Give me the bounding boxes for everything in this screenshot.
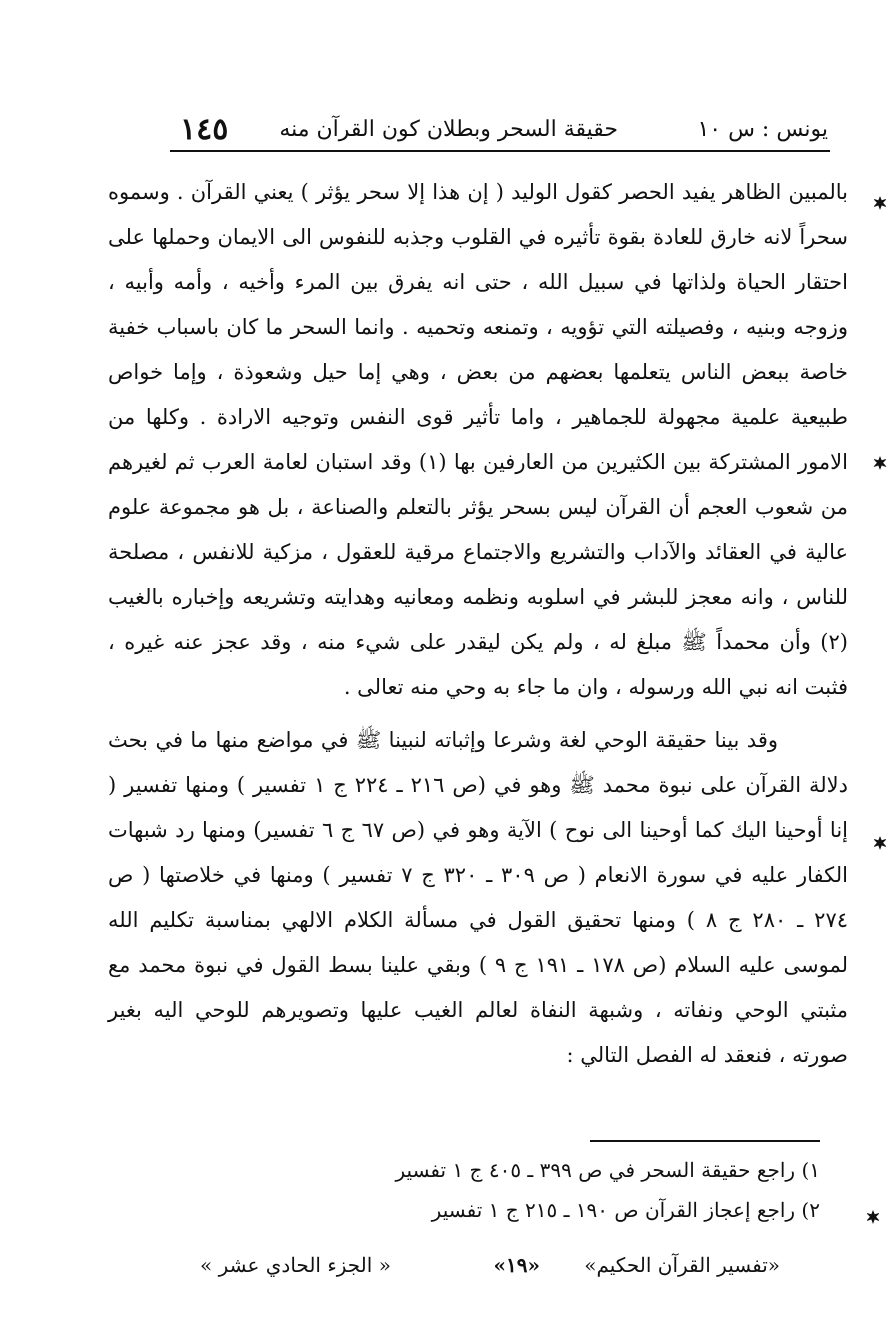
footer-book-title: «تفسير القرآن الحكيم» bbox=[584, 1253, 780, 1277]
header-divider bbox=[170, 150, 830, 152]
footnotes bbox=[330, 1150, 820, 1230]
body-paragraph-2: وقد بينا حقيقة الوحي لغة وشرعا وإثباته لنبينا ﷺ في مواضع منها ما في بحث دلالة القرآن على نبوة محمد ﷺ وهو في (ص ٢١٦ ـ ٢٢٤ ج ١ تفسير ) ومنها تفسير ( إنا أوحينا اليك كما أوحينا الى نوح ) الآية وهو في (ص ٦٧ ج ٦ تفسير) ومنها رد شبهات الكفار عليه في سورة الانعام ( ص ٣٠٩ ـ ٣٢٠ ج ٧ تفسير ) ومنها في خلاصتها ( ص ٢٧٤ ـ ٢٨٠ ج ٨ ) ومنها تحقيق القول في مسألة الكلام الالهي بمناسبة تكليم الله لموسى عليه السلام (ص ١٧٨ ـ ١٩١ ج ٩ ) وبقي علينا بسط القول في نبوة محمد مع مثبتي الوحي ونفاته ، وشبهة النفاة لعالم الغيب عليها وتصويرهم للوحي اليه بغير صورته ، فنعقد له الفصل التالي : bbox=[108, 728, 849, 1067]
body-paragraph-1: بالمبين الظاهر يفيد الحصر كقول الوليد ( إن هذا إلا سحر يؤثر ) يعني القرآن . وسموه سحراً لانه خارق للعادة بقوة تأثيره في القلوب وجذبه للنفوس الى الايمان وحملها على احتقار الحياة ولذاتها في سبيل الله ، حتى انه يفرق بين المرء وأخيه ، وأمه وأبيه ، وزوجه وبنيه ، وفصيلته التي تؤويه ، وتمنعه وتحميه . وانما السحر ما كان باسباب خفية خاصة ببعض الناس يتعلمها بعضهم من بعض ، وهي إما حيل وشعوذة ، وإما خواص طبيعية علمية مجهولة للجماهير ، واما تأثير قوى النفس وتوجيه الارادة . وكلها من الامور المشتركة بين الكثيرين من العارفين بها (١) وقد استبان لعامة العرب ثم لغيرهم من شعوب العجم أن القرآن ليس بسحر يؤثر بالتعلم والصناعة ، بل هو مجموعة علوم عالية في العقائد والآداب والتشريع والاجتماع مرقية للعقول ، مزكية للانفس ، مصلحة للناس ، وانه معجز للبشر في اسلوبه ونظمه ومعانيه وهدايته وتشريعه وإخباره بالغيب (٢) وأن محمداً ﷺ مبلغ له ، ولم يكن ليقدر على شيء منه ، وقد عجز عنه غيره ، فثبت انه نبي الله ورسوله ، وان ما جاء به وحي منه تعالى . bbox=[108, 180, 848, 699]
footer-part: « الجزء الحادي عشر » bbox=[200, 1253, 391, 1277]
page-header bbox=[168, 108, 828, 152]
header-topic: حقيقة السحر وبطلان كون القرآن منه bbox=[279, 117, 618, 142]
margin-mark-icon bbox=[873, 456, 887, 470]
footnote-2: ٢) راجع إعجاز القرآن ص ١٩٠ ـ ٢١٥ ج ١ تفسير bbox=[431, 1198, 820, 1222]
footer-sheet-number: «١٩» bbox=[493, 1253, 540, 1277]
page-footer bbox=[200, 1245, 780, 1285]
footnote-divider bbox=[590, 1140, 820, 1142]
body-text bbox=[108, 170, 848, 1078]
margin-mark-icon bbox=[873, 836, 887, 850]
header-surah: يونس : س ١٠ bbox=[697, 117, 828, 142]
margin-mark-icon bbox=[866, 1210, 880, 1224]
page-number: ١٤٥ bbox=[180, 112, 229, 147]
margin-mark-icon bbox=[873, 196, 887, 210]
footnote-1: ١) راجع حقيقة السحر في ص ٣٩٩ ـ ٤٠٥ ج ١ تفسير bbox=[395, 1158, 820, 1182]
